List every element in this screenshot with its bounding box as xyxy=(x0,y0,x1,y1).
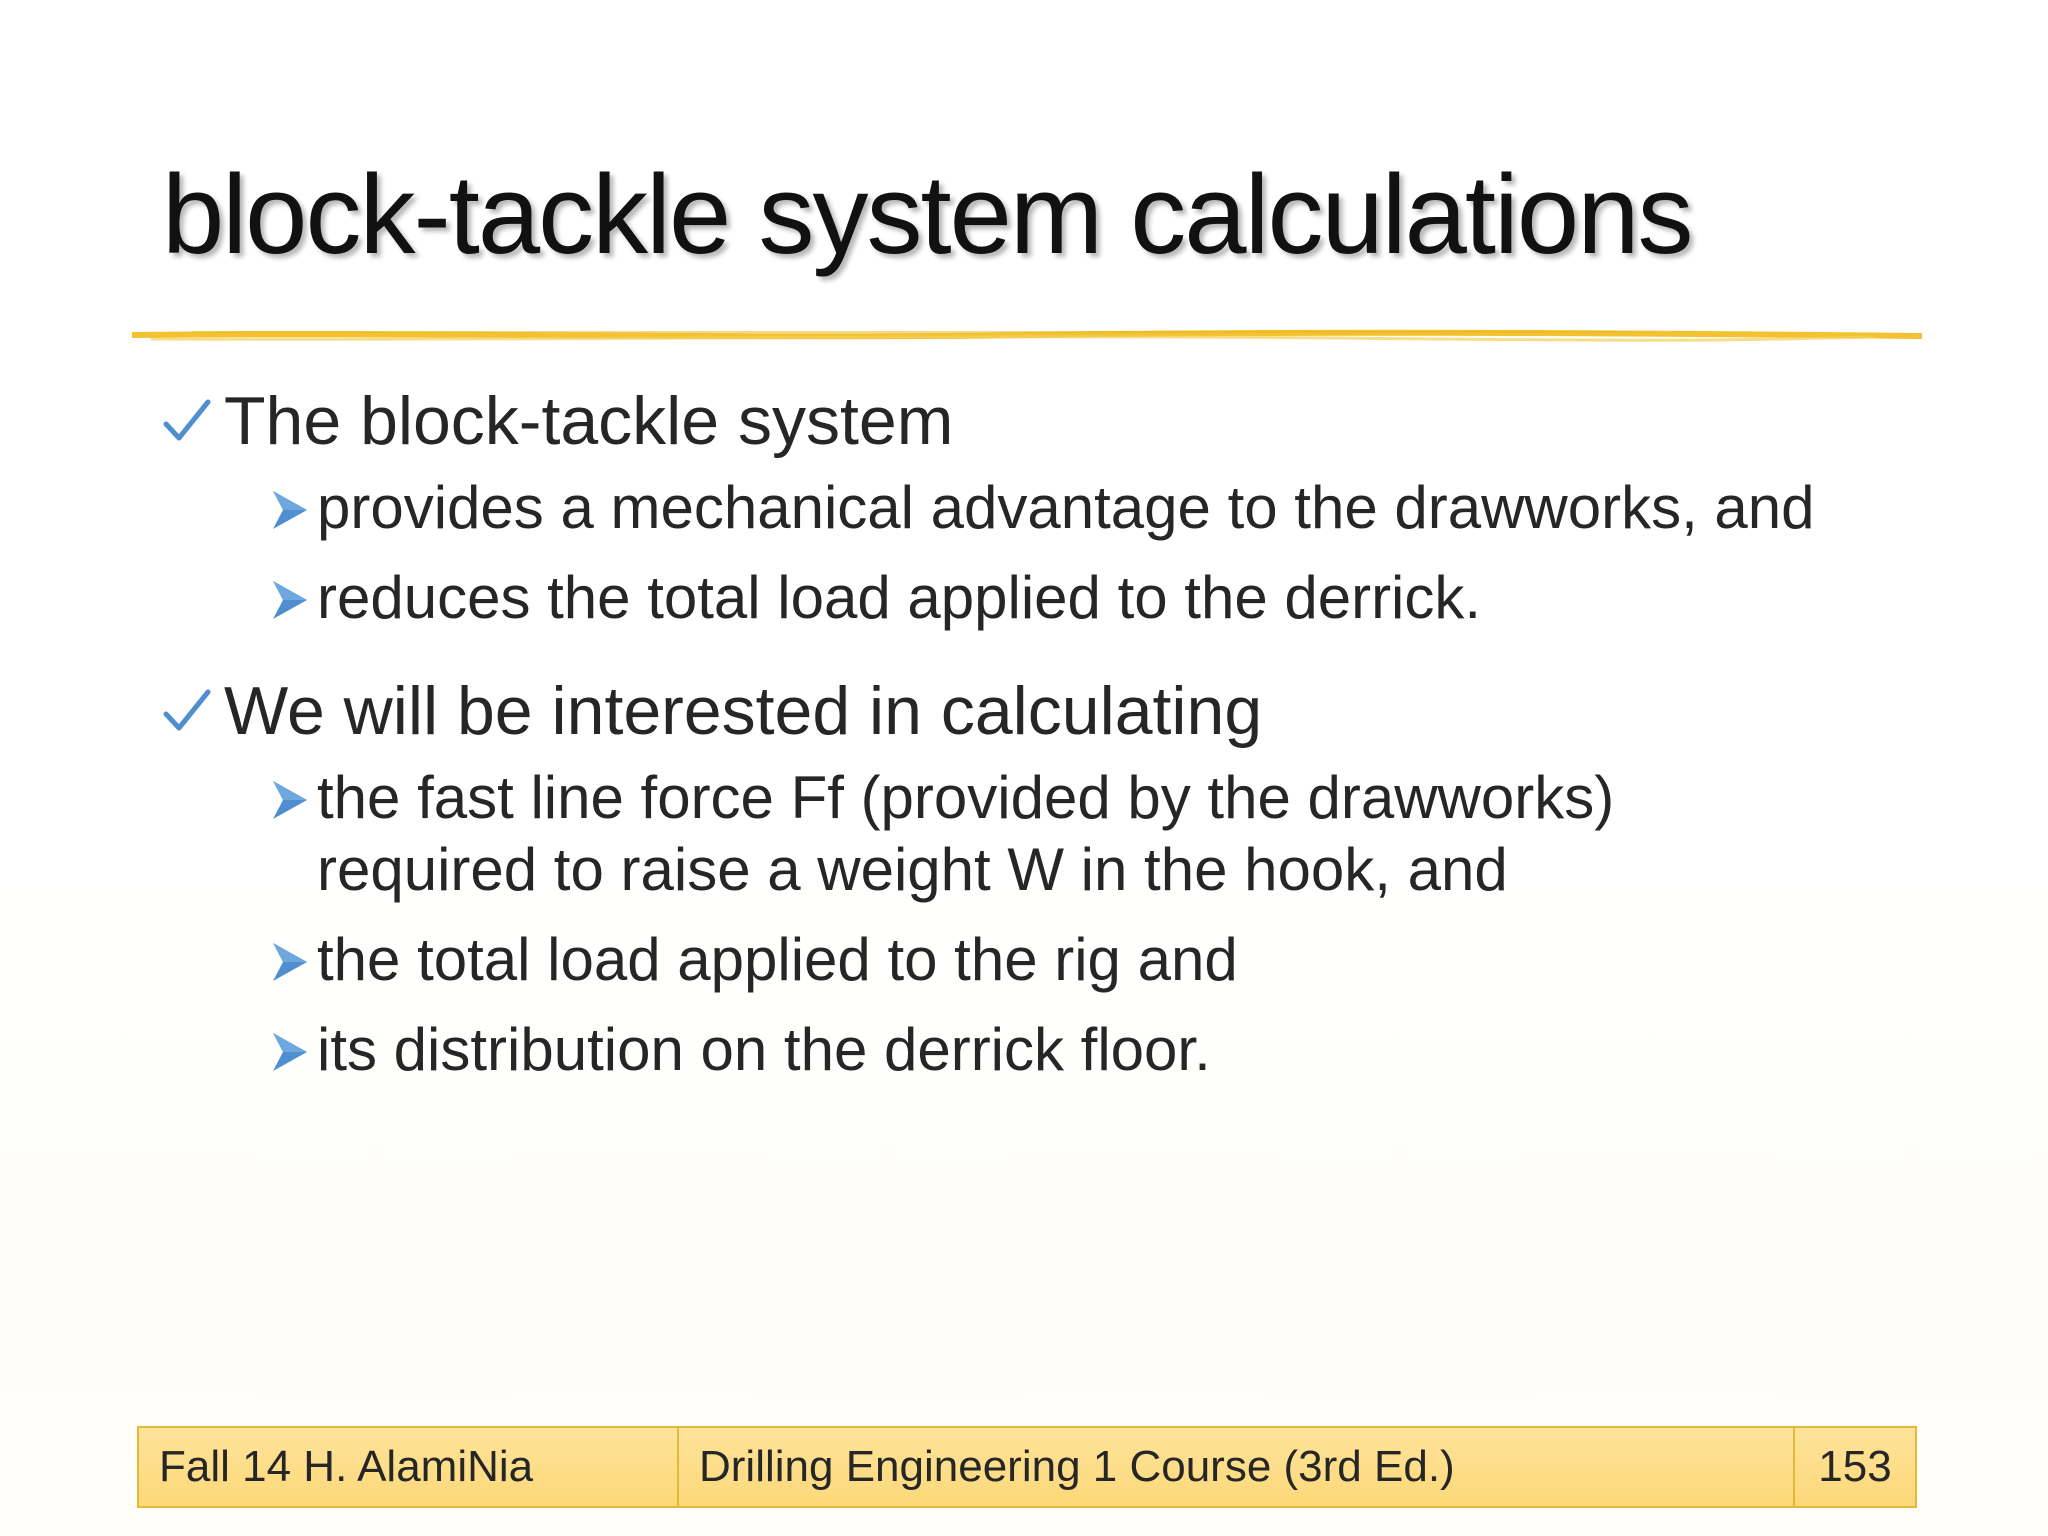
bullet-text: the total load applied to the rig and xyxy=(317,926,1238,993)
bullet-text: provides a mechanical advantage to the drawworks, and xyxy=(317,474,1815,541)
bullet-text: its distribution on the derrick floor. xyxy=(317,1016,1211,1083)
footer-course: Drilling Engineering 1 Course (3rd Ed.) xyxy=(679,1428,1795,1506)
arrow-bullet-icon xyxy=(267,778,311,822)
arrow-bullet-icon xyxy=(267,578,311,622)
bullet-level2 xyxy=(267,472,1962,544)
title-underline xyxy=(132,326,1922,348)
bullet-text: reduces the total load applied to the derrick. xyxy=(317,564,1482,631)
bullet-level2 xyxy=(267,1014,1962,1086)
arrow-bullet-icon xyxy=(267,488,311,532)
bullet-level2 xyxy=(267,562,1962,634)
checkmark-icon xyxy=(162,396,212,444)
page-number: 153 xyxy=(1818,1442,1892,1491)
bullet-level1 xyxy=(162,380,1962,462)
checkmark-icon xyxy=(162,686,212,734)
bullet-level2 xyxy=(267,924,1962,996)
bullet-text: The block-tackle system xyxy=(224,383,954,459)
bullet-level2 xyxy=(267,762,1757,906)
arrow-bullet-icon xyxy=(267,1030,311,1074)
slide-footer xyxy=(137,1426,1917,1508)
bullet-text: the fast line force Ff (provided by the drawworks) required to raise a weight W in the hook, and xyxy=(317,764,1615,903)
slide-content xyxy=(162,380,1962,1086)
bullet-text: We will be interested in calculating xyxy=(224,673,1263,749)
arrow-bullet-icon xyxy=(267,940,311,984)
footer-author: Fall 14 H. AlamiNia xyxy=(139,1428,679,1506)
bullet-level1 xyxy=(162,670,1962,752)
slide-title: block-tackle system calculations xyxy=(162,152,1692,277)
